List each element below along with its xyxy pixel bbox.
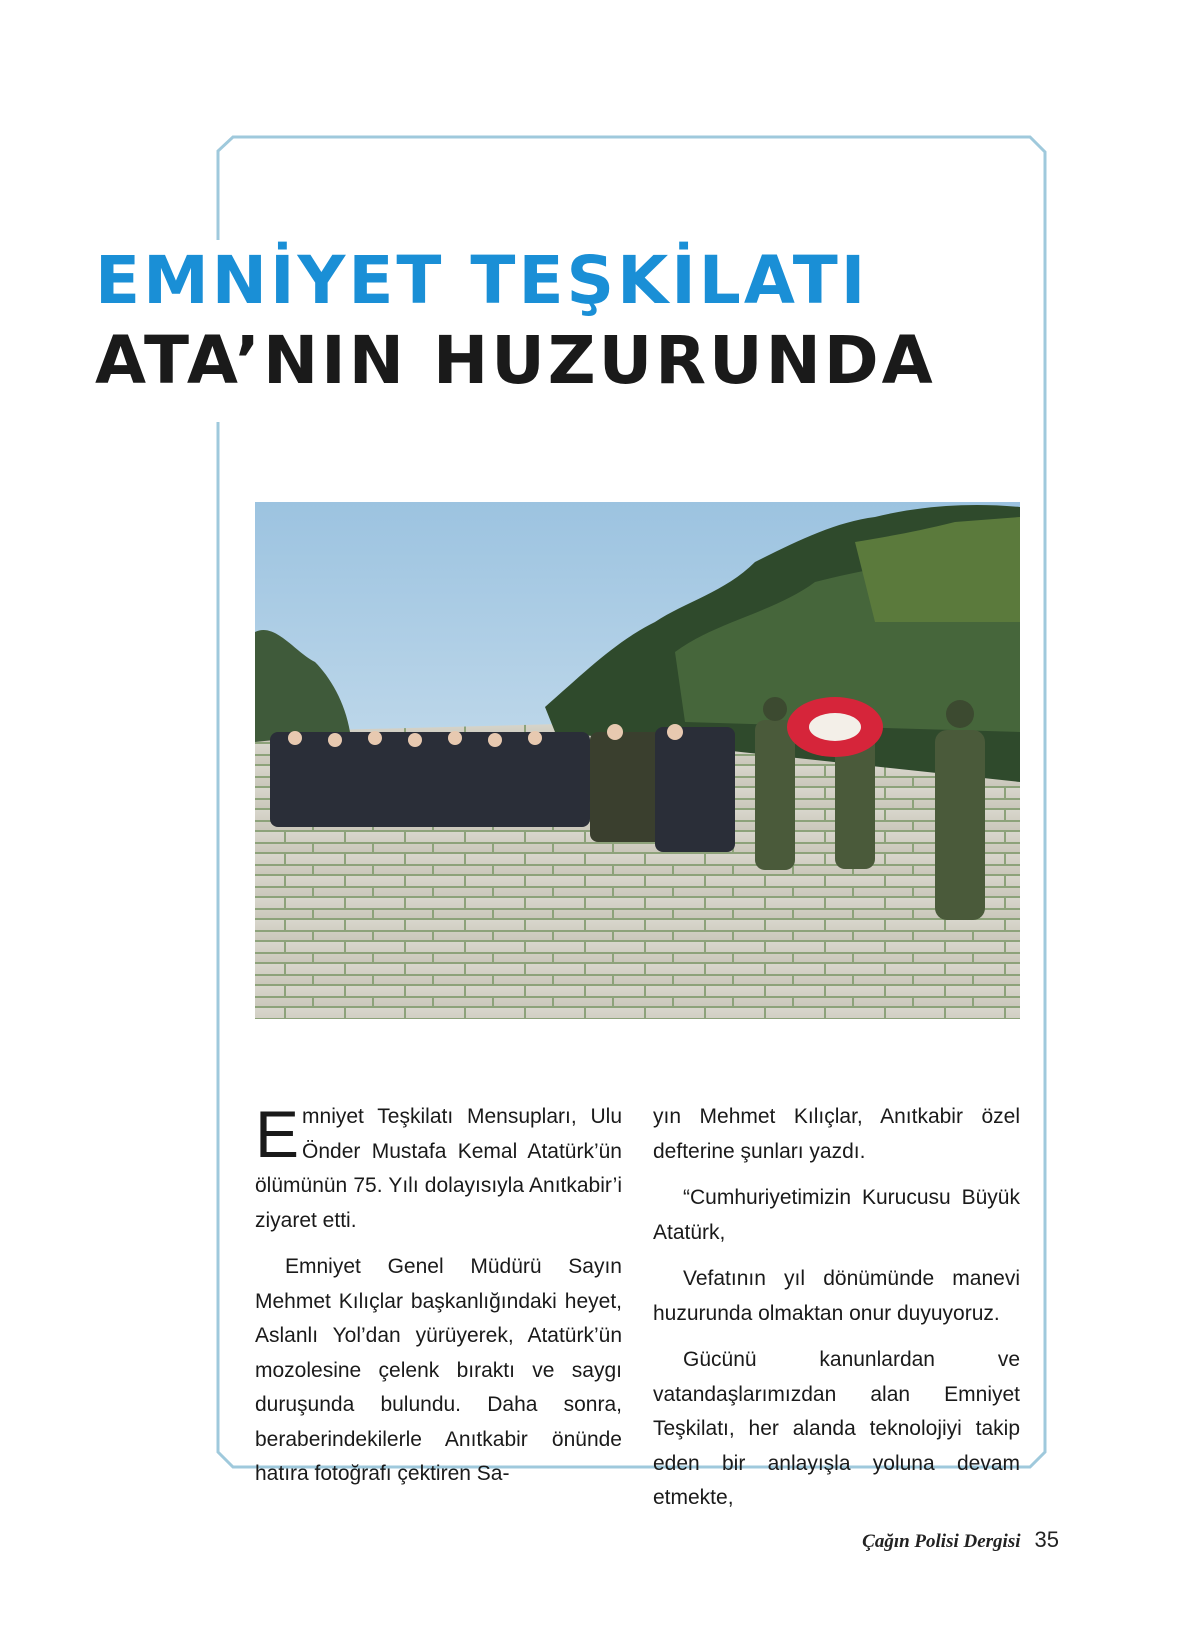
title-line-2: ATA’NIN HUZURUNDA <box>95 322 936 399</box>
drop-cap: E <box>255 1097 300 1171</box>
article-column-1 <box>255 1097 622 1504</box>
paragraph: yın Mehmet Kılıçlar, Anıtkabir özel defterine şunları yazdı. <box>653 1105 1020 1163</box>
magazine-name: Çağın Polisi Dergisi <box>862 1531 1021 1552</box>
paragraph: Gücünü kanunlardan ve vatandaşlarımızdan alan Emniyet Teşkilatı, her alanda teknolojiyi takip eden bir anlayışla yoluna devam etmekte, <box>653 1348 1020 1509</box>
paragraph: Emniyet Teşkilatı Mensupları, Ulu Önder Mustafa Kemal Atatürk’ün ölümünün 75. Yılı dolayısıyla Anıtkabir’i ziyaret etti. <box>255 1097 622 1232</box>
paragraph: Emniyet Genel Müdürü Sayın Mehmet Kılıçlar başkanlığındaki heyet, Aslanlı Yol’dan yürüyerek, Atatürk’ün mozolesine çelenk bıraktı ve saygı duruşunda bulundu. Daha sonra, beraberindekilerle Anıtkabir önünde hatıra fotoğrafı çektiren Sa- <box>255 1255 622 1485</box>
page-number: 35 <box>1034 1527 1059 1552</box>
paragraph: Vefatının yıl dönümünde manevi huzurunda olmaktan onur duyuyoruz. <box>653 1267 1020 1325</box>
paragraph: “Cumhuriyetimizin Kurucusu Büyük Atatürk, <box>653 1186 1020 1244</box>
title-line-1: EMNİYET TEŞKİLATI <box>95 242 869 319</box>
article-column-2 <box>653 1100 1020 1528</box>
ceremony-photo <box>255 502 1020 1019</box>
article-title <box>95 242 936 399</box>
page-footer <box>862 1527 1059 1553</box>
